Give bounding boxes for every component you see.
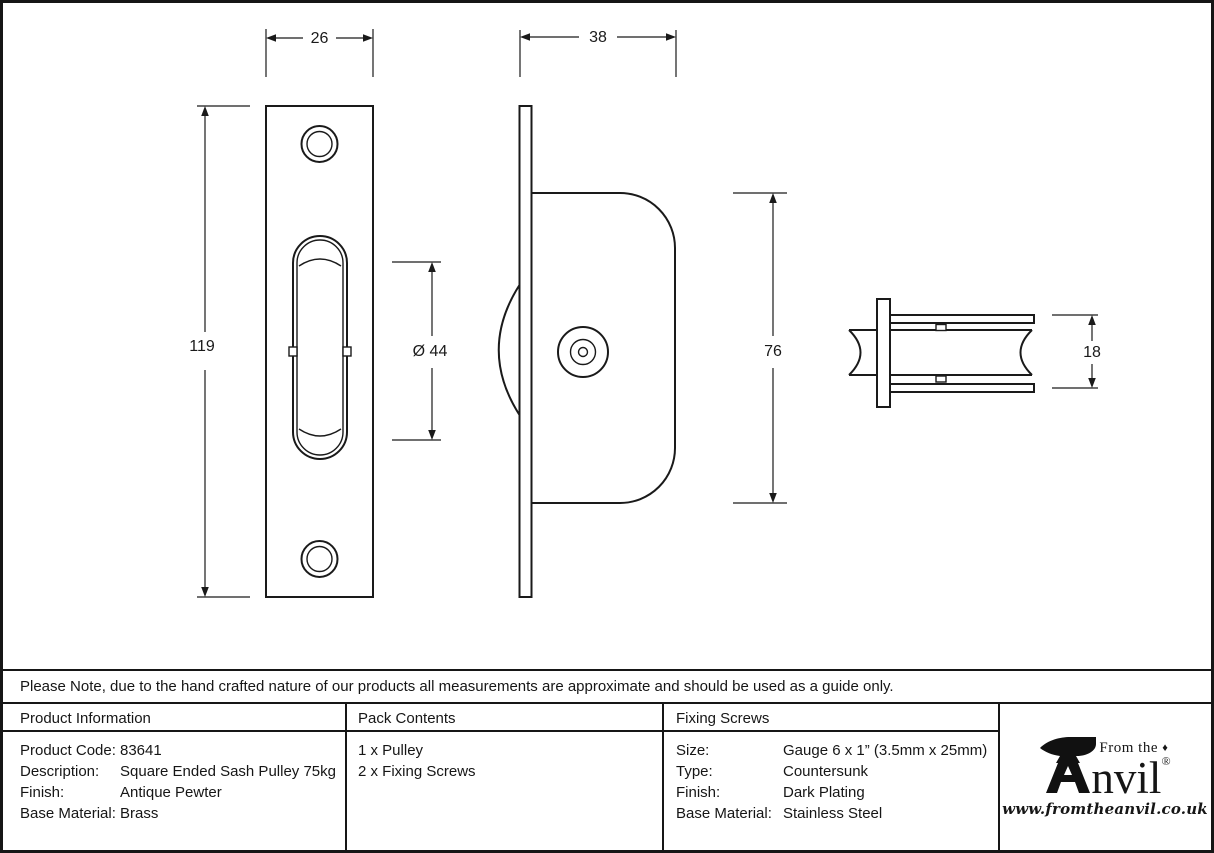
value-screw-base-material: Stainless Steel xyxy=(783,805,883,822)
dimension-wheel-thickness xyxy=(1052,315,1101,388)
wheel-bulge xyxy=(499,285,520,415)
axle-pin xyxy=(579,348,588,357)
dim-label-26: 26 xyxy=(310,30,329,47)
value-base-material: Brass xyxy=(120,805,159,822)
diamond-icon: ♦ xyxy=(1162,741,1169,754)
registered-mark: ® xyxy=(1161,753,1171,768)
label-screw-finish: Finish: xyxy=(676,784,721,801)
dimension-faceplate-height xyxy=(189,106,250,597)
axle-end-left xyxy=(289,347,297,356)
axle-section-bottom xyxy=(936,376,946,382)
value-description: Square Ended Sash Pulley 75kg xyxy=(120,763,336,780)
axle-end-right xyxy=(343,347,351,356)
divider-table-header xyxy=(3,730,999,732)
label-description: Description: xyxy=(20,763,100,780)
pack-item: 1 x Pulley xyxy=(358,742,424,759)
header-product-information: Product Information xyxy=(20,710,151,727)
label-product-code: Product Code: xyxy=(20,742,116,759)
pulley-slot xyxy=(293,236,347,459)
anvil-icon xyxy=(1039,736,1097,794)
dim-label-diameter: Ø 44 xyxy=(412,343,448,360)
value-screw-finish: Dark Plating xyxy=(783,784,865,801)
divider-drawing-note xyxy=(0,669,1214,671)
wheel-section-view xyxy=(849,299,1034,407)
side-view xyxy=(499,106,675,597)
dimension-faceplate-width xyxy=(266,29,373,77)
front-view xyxy=(266,106,373,597)
dim-label-119: 119 xyxy=(189,338,215,355)
divider-col-2 xyxy=(662,702,664,853)
wheel-top-arc xyxy=(299,259,341,266)
dim-label-18: 18 xyxy=(1083,344,1101,361)
label-size: Size: xyxy=(676,742,710,759)
label-screw-base-material: Base Material: xyxy=(676,805,772,822)
anvil-wordmark xyxy=(1039,736,1171,803)
dim-label-76: 76 xyxy=(764,343,782,360)
wheel-groove-left xyxy=(849,330,861,375)
measurements-note: Please Note, due to the hand crafted nature of our products all measurements are approximate and should be used as a guide only. xyxy=(20,678,894,695)
header-pack-contents: Pack Contents xyxy=(358,710,456,727)
label-type: Type: xyxy=(676,763,713,780)
pack-contents-list xyxy=(358,740,476,782)
wheel-bottom-arc xyxy=(299,429,341,436)
dimension-wheel-diameter xyxy=(392,262,447,440)
value-type: Countersunk xyxy=(783,763,869,780)
faceplate-edge xyxy=(520,106,532,597)
label-finish: Finish: xyxy=(20,784,65,801)
side-plate-top xyxy=(890,315,1034,323)
faceplate-outline xyxy=(266,106,373,597)
dimension-case-height xyxy=(733,193,787,503)
brand-name: nvil® xyxy=(1091,752,1171,803)
divider-col-1 xyxy=(345,702,347,853)
dimension-overall-depth xyxy=(520,29,676,77)
brand-prefix: From the ♦ xyxy=(1099,739,1169,756)
flange-section xyxy=(877,299,890,407)
axle-boss xyxy=(558,327,608,377)
value-finish: Antique Pewter xyxy=(120,784,222,801)
fixing-screws-labels xyxy=(676,740,772,824)
wheel-groove-right xyxy=(1021,330,1033,375)
value-size: Gauge 6 x 1” (3.5mm x 25mm) xyxy=(783,742,988,759)
header-fixing-screws: Fixing Screws xyxy=(676,710,770,727)
dim-label-38: 38 xyxy=(589,29,607,46)
fixing-screws-values xyxy=(783,740,987,824)
product-info-labels xyxy=(20,740,116,824)
brand-url: www.fromtheanvil.co.uk xyxy=(1002,800,1208,818)
value-product-code: 83641 xyxy=(120,742,162,759)
brand-logo xyxy=(999,704,1211,850)
label-base-material: Base Material: xyxy=(20,805,116,822)
product-info-values xyxy=(120,740,336,824)
pulley-case xyxy=(532,193,676,503)
side-plate-bottom xyxy=(890,384,1034,392)
axle-section-top xyxy=(936,325,946,331)
pack-item: 2 x Fixing Screws xyxy=(358,763,476,780)
